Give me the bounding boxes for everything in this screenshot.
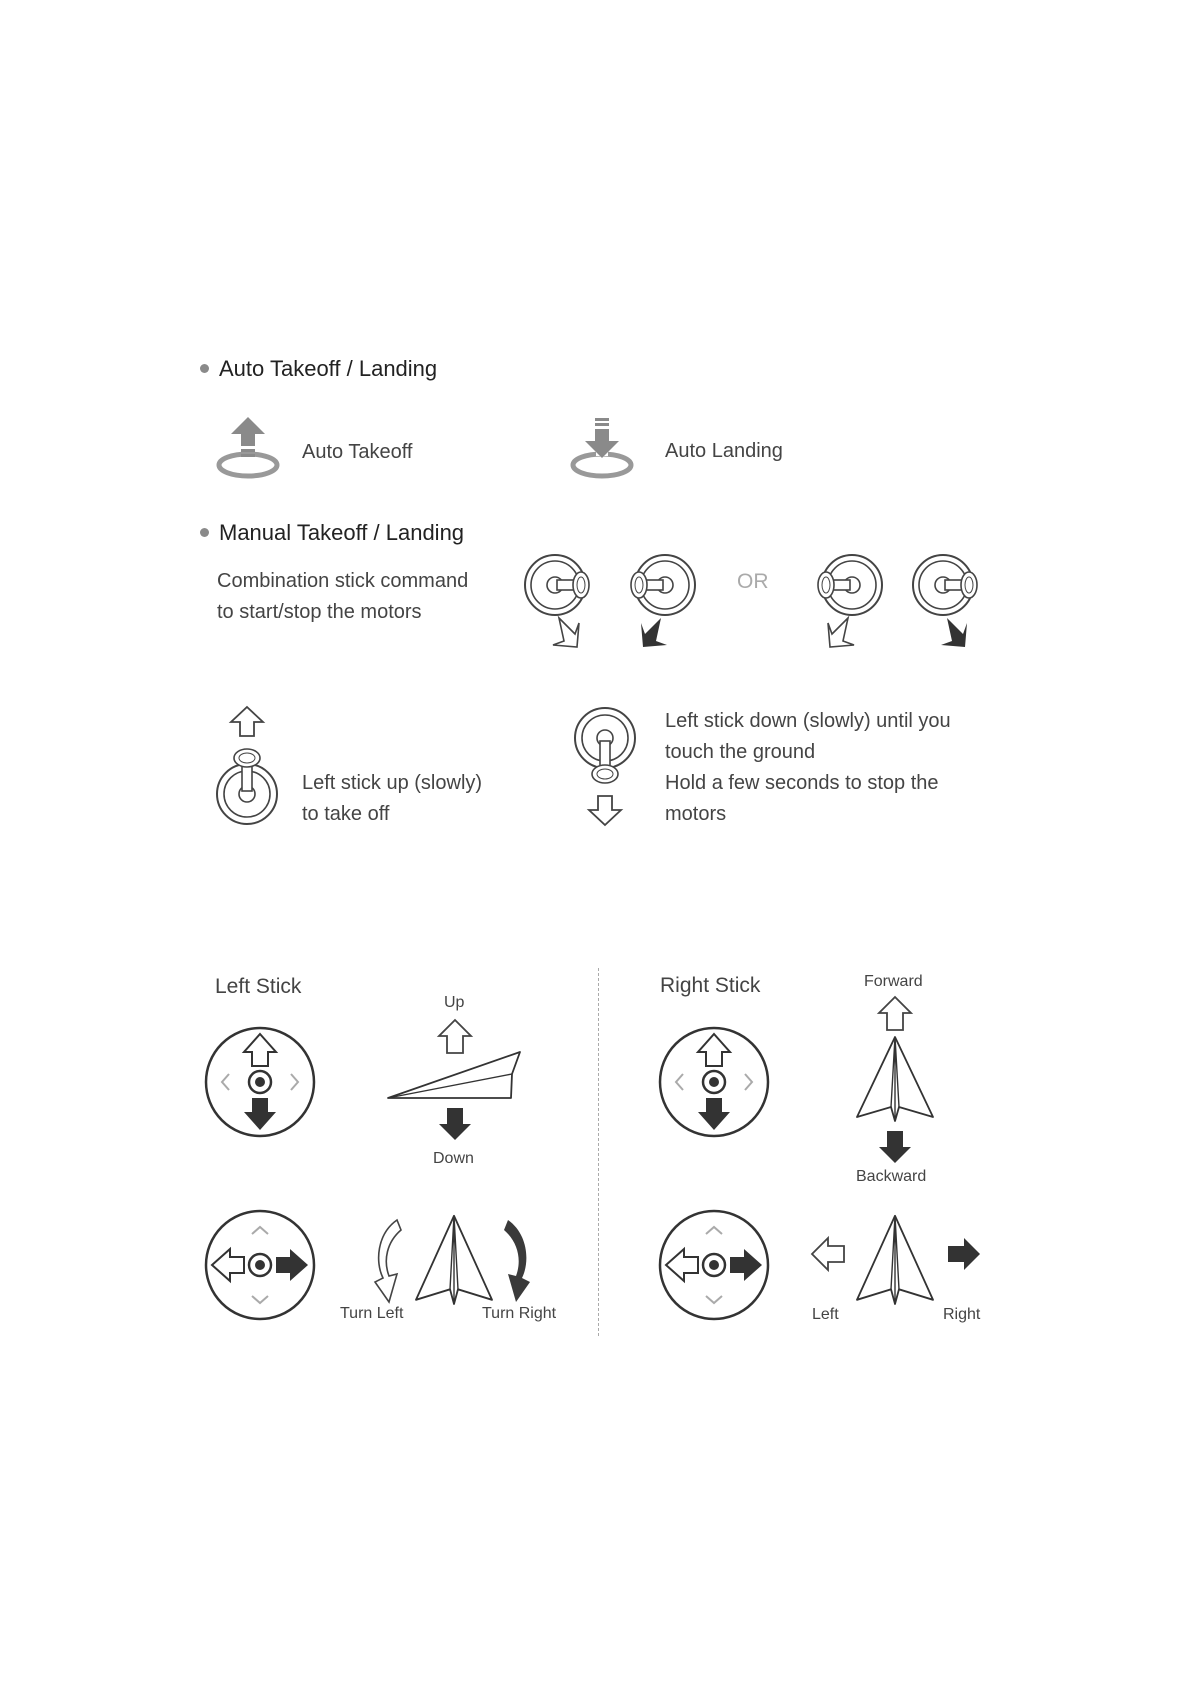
combo-stick-3 [818, 555, 882, 647]
yaw-plane-diagram [365, 1210, 540, 1320]
combo-stick-1 [525, 555, 589, 647]
backward-arrow-icon [879, 1131, 911, 1163]
landing-line-2: touch the ground [665, 741, 816, 763]
bullet-icon [200, 528, 209, 537]
takeoff-instructions [302, 768, 482, 830]
right-stick-pad-updown [654, 1022, 774, 1142]
combo-stick-diagram [515, 545, 1015, 645]
right-arrow-icon [948, 1238, 980, 1270]
combo-line-2: to start/stop the motors [217, 601, 422, 623]
auto-section-title: Auto Takeoff / Landing [219, 356, 438, 381]
landing-line-3: Hold a few seconds to stop the [665, 772, 939, 794]
combo-stick-2 [631, 555, 695, 647]
left-stick-down-diagram [570, 705, 640, 830]
turn-left-arrow-icon [375, 1220, 401, 1302]
manual-section-heading [200, 520, 464, 546]
left-stick-title: Left Stick [215, 975, 302, 998]
landing-instructions [665, 706, 951, 830]
turn-right-label: Turn Right [482, 1305, 557, 1322]
roll-plane-diagram [810, 1210, 985, 1320]
combo-line-1: Combination stick command [217, 570, 469, 592]
forward-label: Forward [864, 973, 923, 990]
up-arrow-icon [439, 1020, 471, 1053]
down-label: Down [433, 1150, 474, 1167]
auto-takeoff-label: Auto Takeoff [302, 441, 413, 463]
down-arrow-icon [439, 1108, 471, 1140]
landing-line-4: motors [665, 803, 727, 825]
combo-stick-4 [913, 555, 977, 647]
forward-arrow-icon [879, 997, 911, 1030]
right-stick-title: Right Stick [660, 974, 761, 997]
landing-line-1: Left stick down (slowly) until you [665, 710, 951, 732]
left-arrow-icon [812, 1238, 844, 1270]
pitch-plane-diagram [850, 995, 940, 1165]
left-stick-pad-leftright [200, 1205, 320, 1325]
turn-right-arrow-icon [504, 1220, 530, 1302]
right-stick-pad-leftright [654, 1205, 774, 1325]
auto-section-heading [200, 356, 437, 382]
center-divider [598, 968, 599, 1336]
auto-landing-label: Auto Landing [665, 440, 783, 462]
takeoff-line-1: Left stick up (slowly) [302, 772, 483, 794]
or-label: OR [737, 570, 769, 593]
manual-section-title: Manual Takeoff / Landing [219, 520, 465, 545]
turn-left-label: Turn Left [340, 1305, 404, 1322]
auto-landing-icon [569, 412, 639, 482]
backward-label: Backward [856, 1168, 927, 1185]
up-label: Up [444, 994, 465, 1011]
left-stick-pad-updown [200, 1022, 320, 1142]
bullet-icon [200, 364, 209, 373]
left-label: Left [812, 1306, 839, 1323]
throttle-plane-diagram [380, 1018, 530, 1143]
combo-description [217, 566, 468, 628]
auto-takeoff-icon [215, 412, 285, 482]
takeoff-line-2: to take off [302, 803, 390, 825]
left-stick-up-diagram [212, 705, 282, 830]
right-label: Right [943, 1306, 981, 1323]
